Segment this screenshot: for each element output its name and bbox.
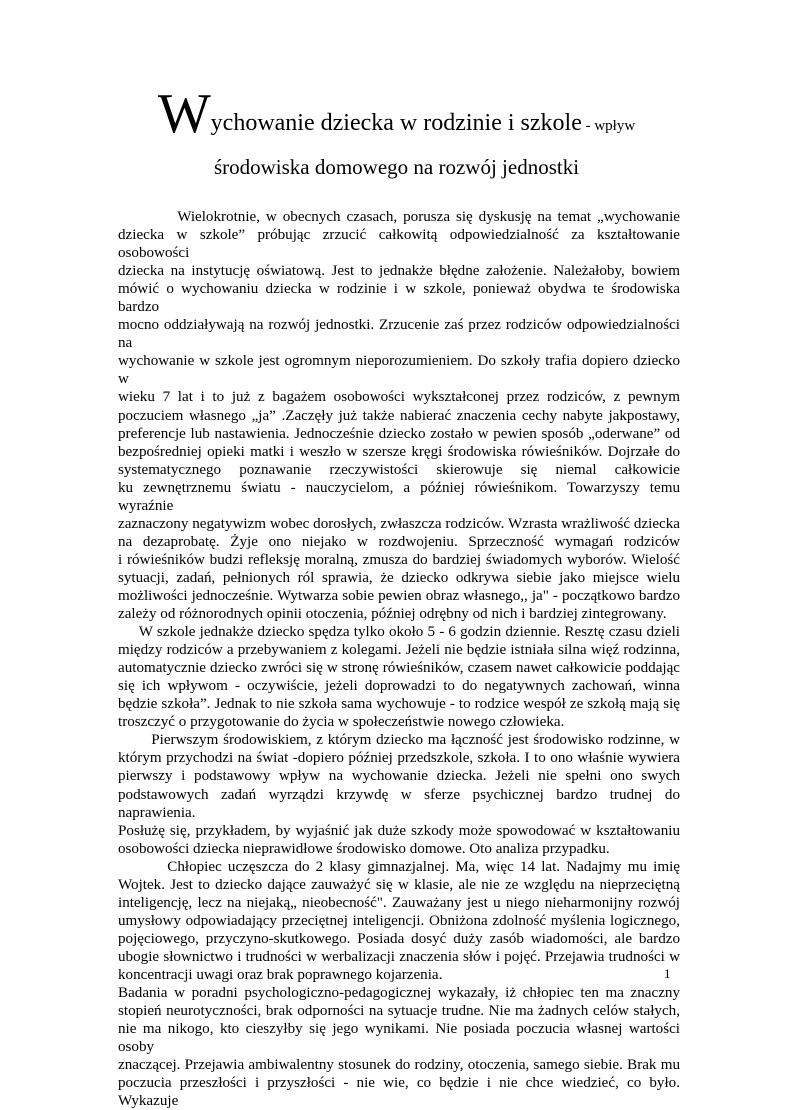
- body-line: się ich wpływom - oczywiście, jeżeli doprowadzi to do negatywnych zachowań, winna: [118, 678, 680, 695]
- body-line: ubogie słownictwo i trudności w werbalizacji znaczenia słów i pojęć. Przejawia trudności w: [118, 948, 680, 965]
- body-line: pierwszy i podstawowy wpływ na wychowanie dziecka. Jeżeli nie spełni ono swych: [118, 768, 680, 785]
- body-line: sytuacji, zadań, pełnionych ról sprawia, że dziecko odkrywa siebie jako miejsce wielu: [118, 569, 680, 586]
- title-initial: W: [157, 83, 211, 145]
- body-line: preferencje lub nastawienia. Jednocześnie dziecko zostało w pewien sposób „oderwane” od: [118, 425, 680, 442]
- body-line: ku zewnętrznemu światu - nauczycielom, a później rówieśnikom. Towarzyszy temu wyraźnie: [118, 479, 680, 514]
- body-line: troszczyć o przygotowanie do życia w społeczeństwie nowego człowieka.: [118, 714, 565, 731]
- body-line: bezpośredniej opieki matki i weszło w szersze kręgi środowiska rówieśników. Dojrzałe do: [118, 443, 680, 460]
- body-line: i rówieśników budzi refleksję moralną, zmusza do bardziej świadomych wyborów. Wielość: [118, 551, 680, 568]
- body-line: między rodziców a przebywaniem z kolegami. Jeżeli nie będzie istniała silna więź rodzinna,: [118, 642, 680, 659]
- body-line: Wojtek. Jest to dziecko dające zauważyć się w klasie, ale nie ze względu na nieprzeciętną: [118, 876, 680, 893]
- body-line: Chłopiec uczęszcza do 2 klasy gimnazjalnej. Ma, więc 14 lat. Nadajmy mu imię: [118, 858, 680, 875]
- body-line: osobowości dziecka nieprawidłowe środowisko domowe. Oto analiza przypadku.: [118, 840, 610, 857]
- body-line: mówić o wychowaniu dziecka w rodzinie i w szkole, ponieważ obydwa te środowiska bardzo: [118, 281, 680, 316]
- body-line: Pierwszym środowiskiem, z którym dziecko ma łączność jest środowisko rodzinne, w: [118, 732, 680, 749]
- document-title: [0, 83, 793, 182]
- body-line: poczuciem własnego „ja” .Zaczęły już także nabierać znaczenia cechy nabyte jakpostawy,: [118, 407, 680, 424]
- body-line: Badania w poradni psychologiczno-pedagogicznej wykazały, iż chłopiec ten ma znaczny: [118, 985, 680, 1002]
- body-line: pojęciowego, przyczyno-skutkowego. Posiada dosyć duży zasób wiadomości, ale bardzo: [118, 930, 680, 947]
- document-body: [118, 208, 680, 1110]
- body-line: W szkole jednakże dziecko spędza tylko około 5 - 6 godzin dziennie. Resztę czasu dzieli: [118, 624, 680, 641]
- body-line: Wielokrotnie, w obecnych czasach, porusza się dyskusję na temat „wychowanie: [118, 209, 680, 225]
- body-line: podstawowych zadań wyrządzi krzywdę w sferze psychicznej bardzo trudnej do naprawienia.: [118, 786, 680, 821]
- body-line: znaczącej. Przejawia ambiwalentny stosunek do rodziny, otoczenia, samego siebie. Brak mu: [118, 1057, 680, 1074]
- body-line: możliwości jednocześnie. Wytwarza sobie pewien obraz własnego,, ja" - początkowo bardzo: [118, 587, 680, 604]
- title-suffix: - wpływ: [581, 118, 636, 134]
- body-line: zależy od różnorodnych opinii otoczenia, później odrębny od nich i bardziej zintegrowany.: [118, 606, 667, 623]
- title-line-2: środowiska domowego na rozwój jednostki: [213, 155, 580, 179]
- body-line: dziecka na instytucję oświatową. Jest to jednakże błędne założenie. Należałoby, bowiem: [118, 263, 680, 280]
- title-line-1: [0, 83, 793, 146]
- body-line: którym przychodzi na świat -dopiero później przedszkole, szkoła. I to ono właśnie wywiera: [118, 750, 680, 767]
- body-line: automatycznie dziecko zwróci się w stronę rówieśników, czasem nawet całkowicie poddając: [118, 660, 680, 677]
- body-line: poczucia przeszłości i przyszłości - nie wie, co będzie i nie chce wiedzieć, co było. Wykazuje: [118, 1075, 680, 1110]
- body-line: wychowanie w szkole jest ogromnym nieporozumieniem. Do szkoły trafia dopiero dziecko w: [118, 353, 680, 388]
- body-line: umysłowy odpowiadający przeciętnej inteligencji. Obniżona zdolność myślenia logicznego,: [118, 912, 680, 929]
- title-text: ychowanie dziecka w rodzinie i szkole: [210, 110, 582, 136]
- body-line: będzie szkoła”. Jednak to nie szkoła sama wychowuje - to rodzice wespół ze szkołą mają się: [118, 696, 680, 713]
- body-line: dziecka w szkole” próbując zrzucić całkowitą odpowiedzialność za kształtowanie osobowości: [118, 227, 680, 262]
- body-line: zaznaczony negatywizm wobec dorosłych, zwłaszcza rodziców. Wzrasta wrażliwość dziecka: [118, 515, 680, 532]
- body-line: stopień neurotyczności, brak odporności na sytuacje trudne. Nie ma żadnych celów stałych,: [118, 1003, 680, 1020]
- body-line: wieku 7 lat i to już z bagażem osobowości wykształconej przez rodziców, z pewnym: [118, 389, 680, 406]
- body-line: na dezaprobatę. Żyje ono niejako w rozdwojeniu. Sprzeczność wymagań rodziców: [118, 533, 680, 550]
- body-line: nie ma nikogo, kto cieszyłby się jego wynikami. Nie posiada poczucia własnej wartości osoby: [118, 1021, 680, 1056]
- body-line: Posłużę się, przykładem, by wyjaśnić jak duże szkody może spowodować w kształtowaniu: [118, 822, 680, 839]
- body-line: systematycznego poznawanie rzeczywistości skierowuje się niemal całkowicie: [118, 461, 680, 478]
- body-line: inteligencję, lecz na niejaką„ nieobecność". Zauważany jest u niego nieharmonijny rozwój: [118, 894, 680, 911]
- body-line: koncentracji uwagi oraz brak poprawnego kojarzenia.: [118, 966, 443, 983]
- page-number: 1: [664, 966, 671, 981]
- body-line: mocno oddziaływają na rozwój jednostki. Zrzucenie zaś przez rodziców odpowiedzialności na: [118, 317, 680, 352]
